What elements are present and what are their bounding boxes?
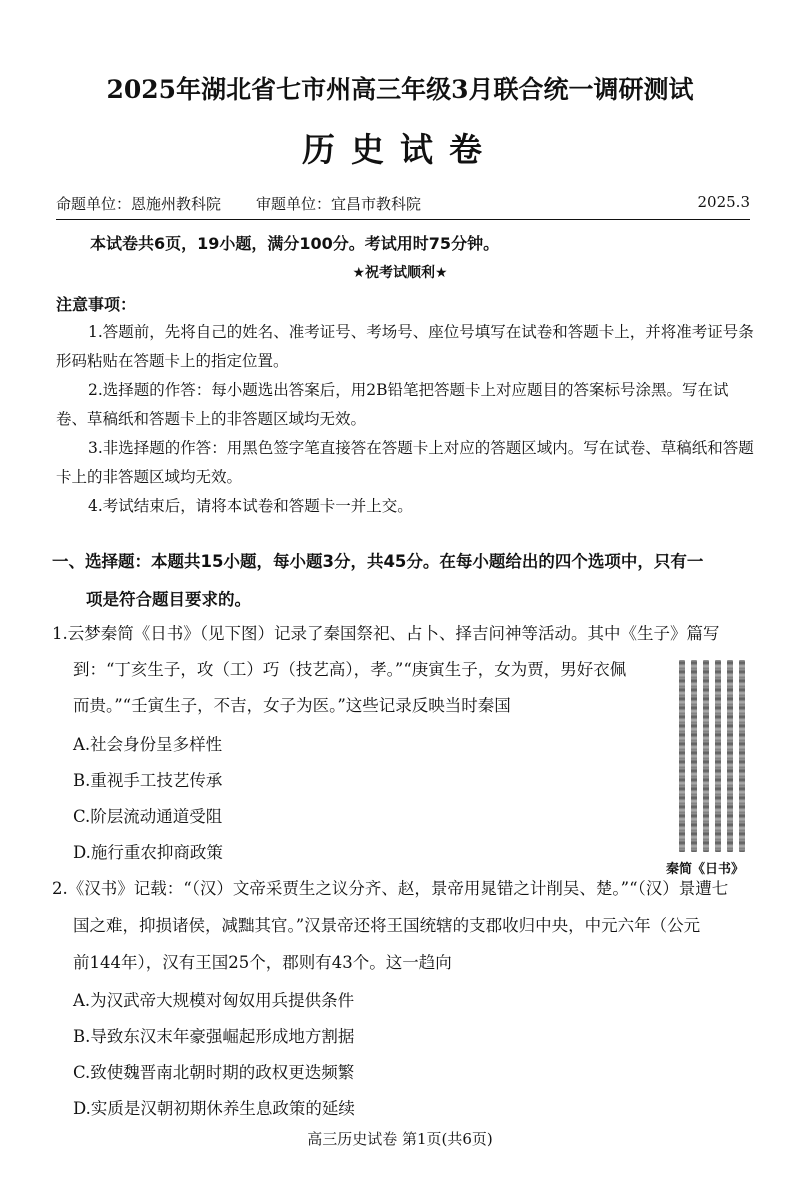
q2-stem-line-3: 前144年），汉有王国25个，郡则有43个。这一趋向 [73, 953, 452, 972]
notice-item-4: 4.考试结束后，请将本试卷和答题卡一并上交。 [88, 497, 413, 515]
bamboo-slips-image [677, 660, 751, 852]
bamboo-slip [691, 660, 697, 852]
notice-item-3: 3.非选择题的作答：用黑色签字笔直接答在答题卡上对应的答题区域内。写在试卷、草稿纸和答题卡上的非答题区域均无效。 [56, 439, 754, 486]
reviewer-unit: 审题单位：宜昌市教科院 [256, 195, 422, 213]
q2-stem-line-1: 2.《汉书》记载：“（汉）文帝采贾生之议分齐、赵，景帝用晁错之计削吴、楚。”“（汉）景遭七 [52, 879, 729, 898]
image-caption: 秦简《日书》 [666, 862, 745, 877]
bamboo-slip [715, 660, 721, 852]
q2-option-a: A.为汉武帝大规模对匈奴用兵提供条件 [73, 991, 355, 1010]
q1-option-a: A.社会身份呈多样性 [73, 735, 223, 754]
exam-info: 本试卷共6页，19小题，满分100分。考试用时75分钟。 [90, 234, 500, 253]
subject-title: 历史试卷 [302, 130, 498, 169]
exam-date: 2025.3 [697, 193, 750, 211]
q2-option-d: D.实质是汉朝初期休养生息政策的延续 [73, 1099, 355, 1118]
q2-stem-line-2: 国之难，抑损诸侯，减黜其官。”汉景帝还将王国统辖的支郡收归中央，中元六年（公元 [73, 916, 701, 935]
q1-option-b: B.重视手工技艺传承 [73, 771, 223, 790]
q2-option-c: C.致使魏晋南北朝时期的政权更迭频繁 [73, 1063, 355, 1082]
q1-stem-line-2: 到：“丁亥生子，攻（工）巧（技艺高），孝。”“庚寅生子，女为贾，男好衣佩 [73, 660, 627, 679]
bamboo-slip [703, 660, 709, 852]
bamboo-slip [727, 660, 733, 852]
bamboo-slip [739, 660, 745, 852]
section-heading-line-1: 一、选择题：本题共15小题，每小题3分，共45分。在每小题给出的四个选项中，只有一 [52, 552, 704, 571]
good-luck-line: ★祝考试顺利★ [352, 265, 448, 281]
section-heading [52, 543, 762, 619]
q1-option-d: D.施行重农抑商政策 [73, 843, 223, 862]
q1-stem-line-3: 而贵。”“壬寅生子，不吉，女子为医。”这些记录反映当时秦国 [73, 696, 511, 715]
exam-title: 2025年湖北省七市州高三年级3月联合统一调研测试 [106, 75, 694, 104]
bamboo-slip [679, 660, 685, 852]
q2-option-b: B.导致东汉末年豪强崛起形成地方割据 [73, 1027, 355, 1046]
notice-item-1: 1.答题前，先将自己的姓名、准考证号、考场号、座位号填写在试卷和答题卡上，并将准考证号条形码粘贴在答题卡上的指定位置。 [56, 323, 754, 370]
q1-option-c: C.阶层流动通道受阻 [73, 807, 223, 826]
section-heading-line-2: 项是符合题目要求的。 [86, 590, 251, 609]
exam-meta [56, 193, 750, 215]
q1-stem-line-1: 1.云梦秦简《日书》（见下图）记录了秦国祭祀、占卜、择吉问神等活动。其中《生子》篇写 [52, 624, 720, 643]
notice-heading: 注意事项： [56, 295, 137, 314]
page-footer: 高三历史试卷 第1页(共6页) [307, 1130, 493, 1148]
setter-unit: 命题单位：恩施州教科院 [56, 195, 222, 213]
header-divider [56, 219, 750, 220]
notice-item-2: 2.选择题的作答：每小题选出答案后，用2B铅笔把答题卡上对应题目的答案标号涂黑。写在试卷、草稿纸和答题卡上的非答题区域均无效。 [56, 381, 729, 428]
